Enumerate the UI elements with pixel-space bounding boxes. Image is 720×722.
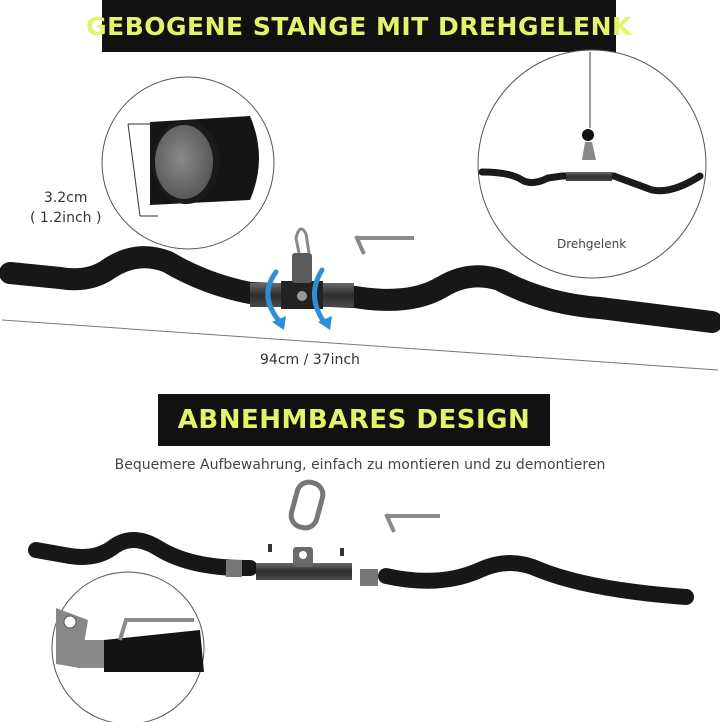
carabiner-icon <box>292 229 312 283</box>
length-dimension-line <box>2 320 718 370</box>
carabiner-icon <box>288 479 325 530</box>
diameter-label <box>30 188 101 228</box>
swivel-label: Drehgelenk <box>557 237 627 251</box>
allen-key-icon <box>356 236 414 254</box>
diameter-inch: ( 1.2inch ) <box>30 210 102 226</box>
endcap-face <box>155 125 213 199</box>
title-text: ABNEHMBARES DESIGN <box>177 405 531 435</box>
title-text: GEBOGENE STANGE MIT DREHGELENK <box>86 11 632 41</box>
endcap-zoom-circle <box>102 77 274 249</box>
diameter-cm: 3.2cm <box>43 190 88 206</box>
center-swivel-part <box>256 544 352 580</box>
subtitle-text: Bequemere Aufbewahrung, einfach zu montieren und zu demontieren <box>114 457 606 473</box>
assembly-zoom-circle <box>52 572 204 722</box>
length-label: 94cm / 37inch <box>260 352 360 368</box>
bar-left-half <box>36 540 250 577</box>
allen-key-icon <box>386 514 440 532</box>
bar-right-half <box>360 563 686 597</box>
